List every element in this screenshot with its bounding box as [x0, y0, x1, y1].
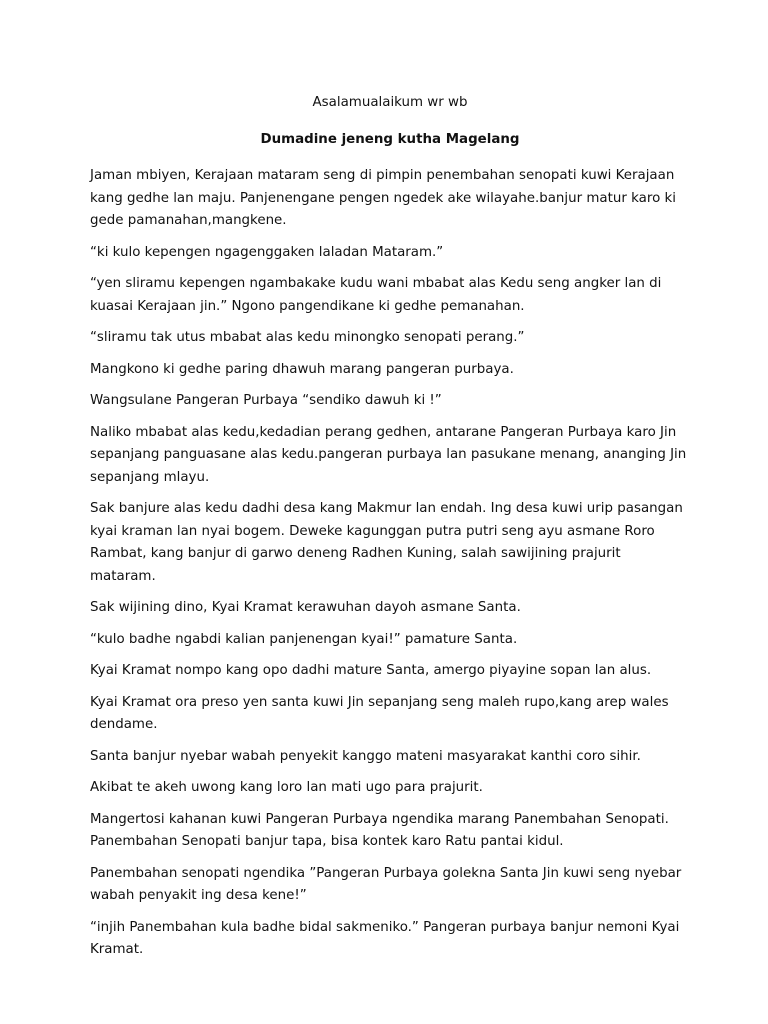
- paragraph: Kyai Kramat ora preso yen santa kuwi Jin sepanjang seng maleh rupo,kang arep wales dendame.: [90, 694, 669, 732]
- paragraph: Akibat te akeh uwong kang loro lan mati ugo para prajurit.: [90, 780, 483, 795]
- paragraph: Kyai Kramat nompo kang opo dadhi mature Santa, amergo piyayine sopan lan alus.: [90, 663, 652, 678]
- paragraph: Naliko mbabat alas kedu,kedadian perang gedhen, antarane Pangeran Purbaya karo Jin sepanjang panguasane alas kedu.pangeran purbaya lan pasukane menang, ananging Jin sepanjang mlayu.: [90, 424, 687, 485]
- document-page: [90, 92, 690, 971]
- paragraph: Mangertosi kahanan kuwi Pangeran Purbaya ngendika marang Panembahan Senopati. Panembahan Senopati banjur tapa, bisa kontek karo Ratu pantai kidul.: [90, 811, 669, 849]
- paragraph: “yen sliramu kepengen ngambakake kudu wani mbabat alas Kedu seng angker lan di kuasai Kerajaan jin.” Ngono pangendikane ki gedhe pemanahan.: [90, 276, 662, 314]
- paragraph: “ki kulo kepengen ngagenggaken laladan Mataram.”: [90, 244, 444, 260]
- paragraph: Sak wijining dino, Kyai Kramat kerawuhan dayoh asmane Santa.: [90, 600, 521, 615]
- paragraph: “injih Panembahan kula badhe bidal sakmeniko.” Pangeran purbaya banjur nemoni Kyai Kramat.: [90, 919, 680, 957]
- paragraph: “kulo badhe ngabdi kalian panjenengan kyai!” pamature Santa.: [90, 631, 518, 647]
- paragraph: Wangsulane Pangeran Purbaya “sendiko dawuh ki !”: [90, 393, 442, 408]
- paragraph: Santa banjur nyebar wabah penyekit kanggo mateni masyarakat kanthi coro sihir.: [90, 748, 641, 764]
- greeting-line: Asalamualaikum wr wb: [312, 95, 468, 110]
- paragraph: “sliramu tak utus mbabat alas kedu minongko senopati perang.”: [90, 330, 525, 345]
- paragraph: Sak banjure alas kedu dadhi desa kang Makmur lan endah. Ing desa kuwi urip pasangan kyai kraman lan nyai bogem. Deweke kagunggan putra putri seng ayu asmane Roro Rambat, kang banjur di garwo deneng Radhen Kuning, salah sawijining prajurit mataram.: [90, 501, 683, 584]
- document-title: Dumadine jeneng kutha Magelang: [260, 131, 520, 147]
- paragraph: Panembahan senopati ngendika ”Pangeran Purbaya golekna Santa Jin kuwi seng nyebar wabah penyakit ing desa kene!”: [90, 865, 682, 903]
- paragraph: Mangkono ki gedhe paring dhawuh marang pangeran purbaya.: [90, 361, 514, 377]
- paragraph: Jaman mbiyen, Kerajaan mataram seng di pimpin penembahan senopati kuwi Kerajaan kang gedhe lan maju. Panjenengane pengen ngedek ake wilayahe.banjur matur karo ki gede pamanahan,mangkene.: [90, 168, 676, 228]
